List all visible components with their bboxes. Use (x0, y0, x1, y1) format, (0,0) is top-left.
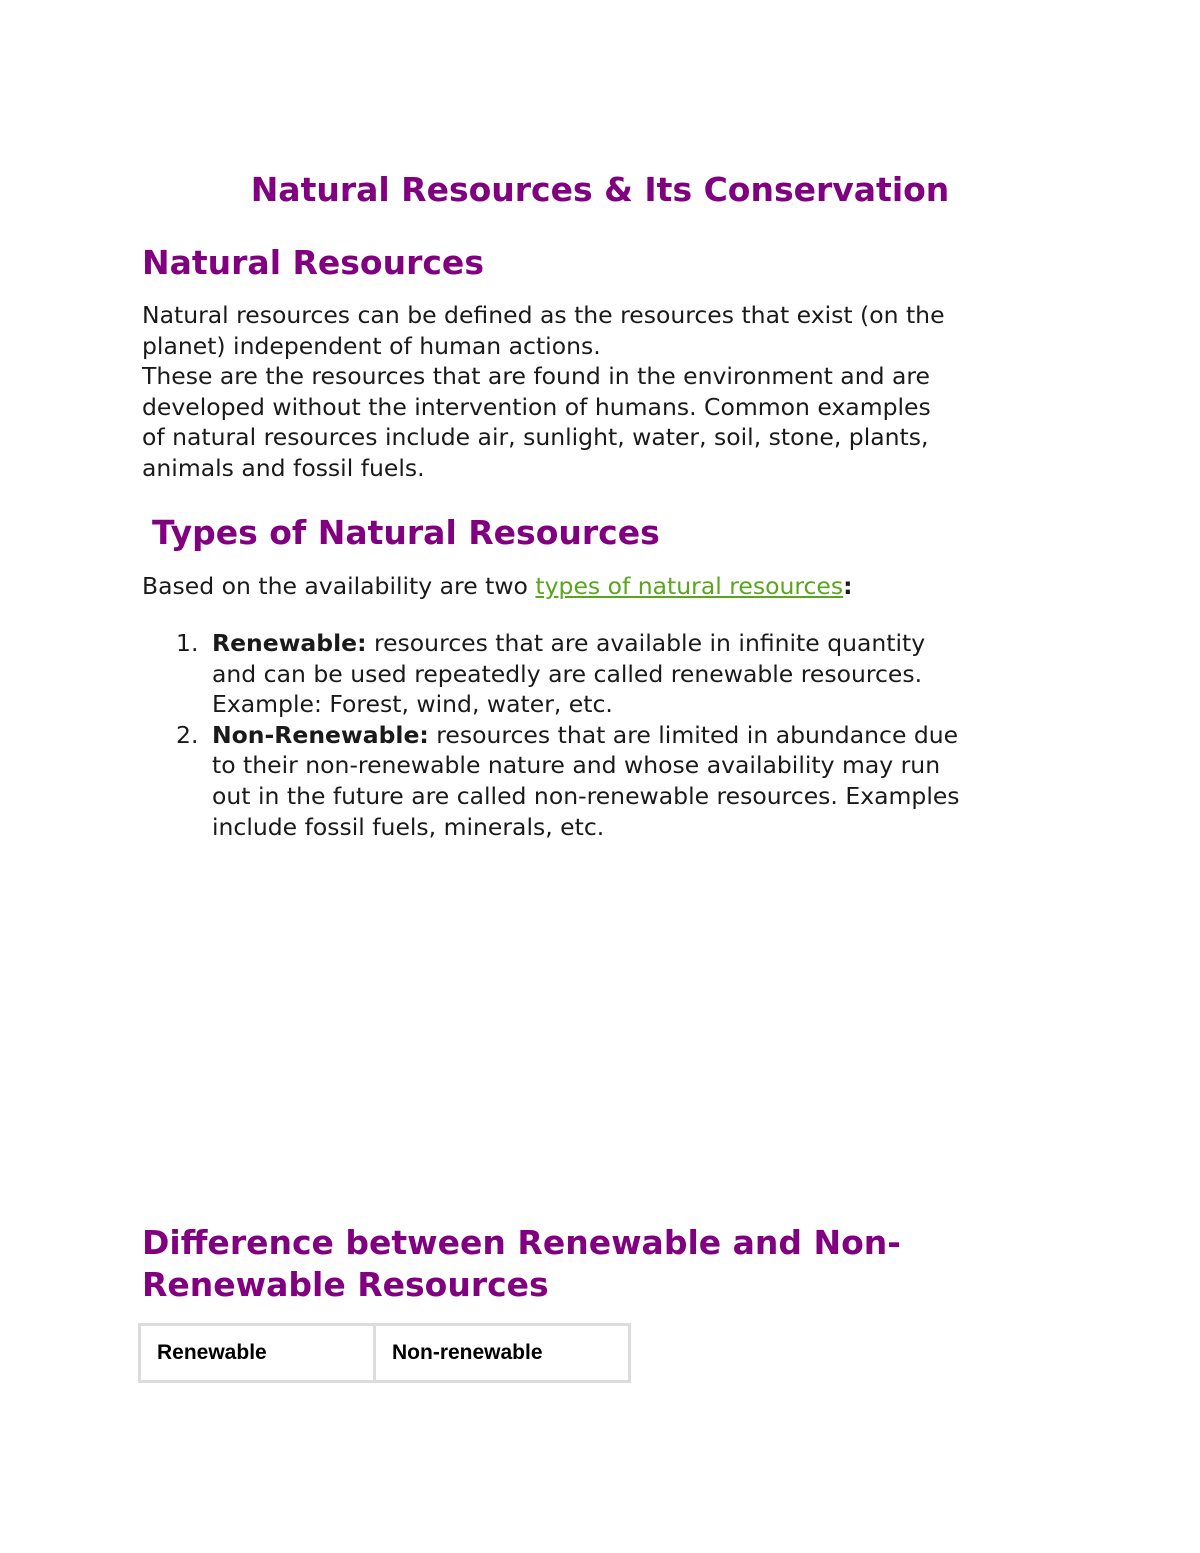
list-item-term: Non-Renewable: (212, 720, 429, 749)
paragraph-line: planet) independent of human actions. (142, 331, 601, 360)
heading-line: Renewable Resources (142, 1265, 549, 1304)
resource-types-list (142, 628, 1102, 842)
paragraph-line: These are the resources that are found in the environment and are (142, 362, 930, 390)
section-heading-difference (142, 1222, 1042, 1306)
list-item-line: Example: Forest, wind, water, etc. (212, 690, 613, 719)
section-heading-natural-resources: Natural Resources (142, 243, 484, 282)
paragraph-line: of natural resources include air, sunlight, water, soil, stone, plants, (142, 423, 929, 451)
document-title: Natural Resources & Its Conservation (250, 170, 950, 209)
types-intro (142, 571, 1072, 602)
list-item-renewable (142, 628, 1102, 720)
list-item-line: include fossil fuels, minerals, etc. (212, 812, 605, 841)
list-item-non-renewable (142, 720, 1102, 842)
types-of-natural-resources-link[interactable]: types of natural resources (535, 572, 844, 600)
list-item-number: 1. (176, 629, 199, 657)
paragraph-line: animals and fossil fuels. (142, 453, 425, 482)
table-header-renewable: Renewable (140, 1325, 375, 1382)
natural-resources-paragraph (142, 300, 1072, 483)
table-header-row (140, 1325, 630, 1382)
list-item-line: out in the future are called non-renewable resources. Examples (212, 781, 960, 810)
types-intro-text: Based on the availability are two (142, 572, 536, 600)
section-heading-types: Types of Natural Resources (152, 513, 660, 552)
list-item-term: Renewable: (212, 629, 367, 657)
types-intro-colon: : (843, 572, 853, 600)
table-header-non-renewable: Non-renewable (375, 1325, 630, 1382)
paragraph-line: Natural resources can be defined as the resources that exist (on the (142, 301, 945, 329)
comparison-table (138, 1323, 631, 1383)
paragraph-line: developed without the intervention of humans. Common examples (142, 392, 931, 421)
heading-line: Difference between Renewable and Non- (142, 1223, 901, 1262)
list-item-line: to their non-renewable nature and whose availability may run (212, 751, 941, 780)
list-item-text: resources that are available in infinite quantity (366, 629, 926, 657)
list-item-line: and can be used repeatedly are called renewable resources. (212, 659, 923, 688)
list-item-text: resources that are limited in abundance due (428, 720, 959, 749)
list-item-number: 2. (176, 720, 199, 749)
